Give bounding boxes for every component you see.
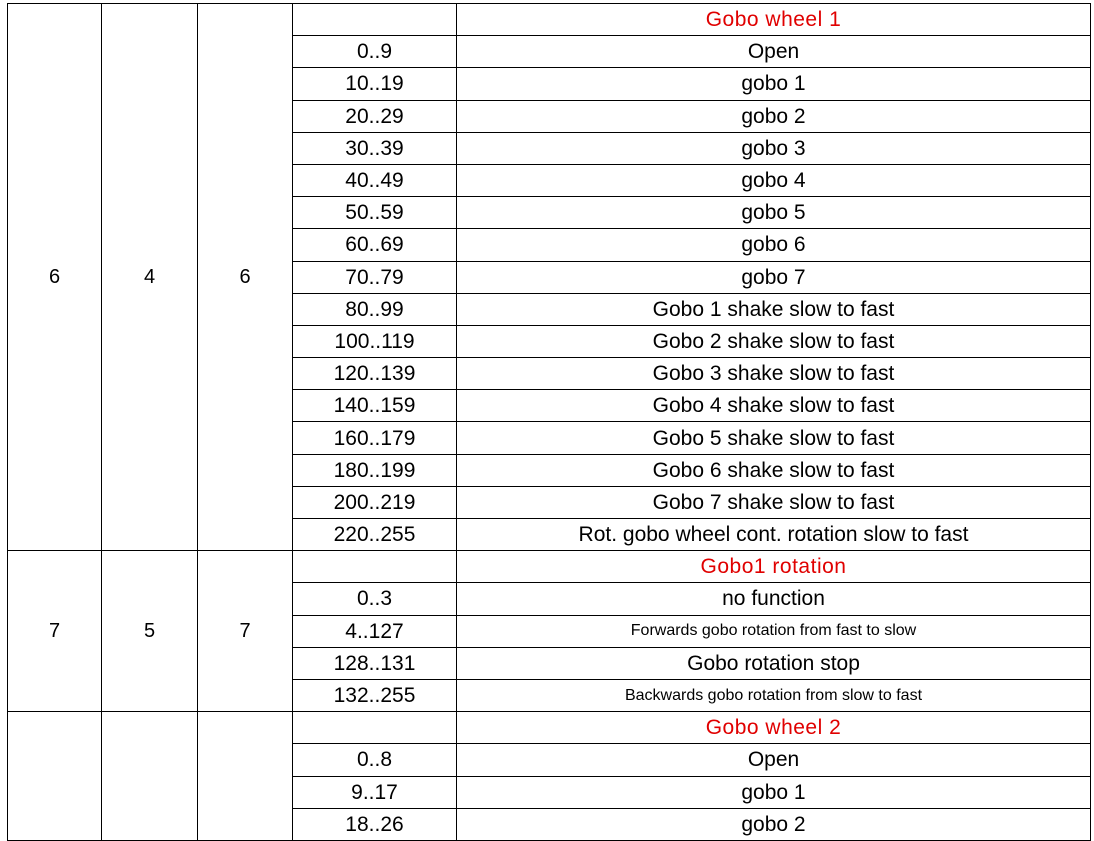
- table-body: [8, 4, 1091, 841]
- section-title: Gobo wheel 2: [457, 712, 1091, 744]
- function-cell: Open: [457, 744, 1091, 776]
- dmx-range-cell: 50..59: [293, 197, 457, 229]
- function-cell: Gobo 4 shake slow to fast: [457, 390, 1091, 422]
- dmx-range-cell: 0..8: [293, 744, 457, 776]
- function-cell: gobo 4: [457, 164, 1091, 196]
- dmx-range-cell: 140..159: [293, 390, 457, 422]
- dmx-range-cell: 180..199: [293, 454, 457, 486]
- dmx-range-cell: 60..69: [293, 229, 457, 261]
- section-header-row: [8, 4, 1091, 36]
- function-cell: Gobo 5 shake slow to fast: [457, 422, 1091, 454]
- channel-mode-b-cell: 5: [102, 551, 198, 712]
- function-cell: Rot. gobo wheel cont. rotation slow to fast: [457, 519, 1091, 551]
- channel-mode-a-cell: 7: [8, 551, 102, 712]
- function-cell: gobo 1: [457, 776, 1091, 808]
- function-cell: gobo 7: [457, 261, 1091, 293]
- dmx-range-cell: 120..139: [293, 358, 457, 390]
- dmx-range-cell: 40..49: [293, 164, 457, 196]
- dmx-range-cell: 9..17: [293, 776, 457, 808]
- dmx-range-cell: 18..26: [293, 808, 457, 840]
- dmx-range-cell: 200..219: [293, 486, 457, 518]
- function-cell: gobo 3: [457, 132, 1091, 164]
- channel-mode-b-cell: 4: [102, 4, 198, 551]
- dmx-range-cell: 20..29: [293, 100, 457, 132]
- function-cell: Gobo 1 shake slow to fast: [457, 293, 1091, 325]
- dmx-range-cell: 220..255: [293, 519, 457, 551]
- section-header-row: [8, 712, 1091, 744]
- function-cell: Forwards gobo rotation from fast to slow: [457, 615, 1091, 647]
- channel-mode-c-cell: [198, 712, 293, 841]
- function-cell: Backwards gobo rotation from slow to fast: [457, 679, 1091, 711]
- dmx-range-cell: 4..127: [293, 615, 457, 647]
- section-header-row: [8, 551, 1091, 583]
- channel-mode-c-cell: 7: [198, 551, 293, 712]
- dmx-range-cell: 10..19: [293, 68, 457, 100]
- function-cell: gobo 6: [457, 229, 1091, 261]
- section-title: Gobo wheel 1: [457, 4, 1091, 36]
- dmx-range-cell: 160..179: [293, 422, 457, 454]
- channel-mode-a-cell: 6: [8, 4, 102, 551]
- function-cell: gobo 1: [457, 68, 1091, 100]
- function-cell: Gobo 7 shake slow to fast: [457, 486, 1091, 518]
- function-cell: Open: [457, 36, 1091, 68]
- range-blank-cell: [293, 4, 457, 36]
- range-blank-cell: [293, 551, 457, 583]
- function-cell: Gobo rotation stop: [457, 647, 1091, 679]
- dmx-range-cell: 70..79: [293, 261, 457, 293]
- function-cell: Gobo 3 shake slow to fast: [457, 358, 1091, 390]
- channel-mode-a-cell: [8, 712, 102, 841]
- channel-mode-b-cell: [102, 712, 198, 841]
- dmx-range-cell: 132..255: [293, 679, 457, 711]
- dmx-channel-table: [7, 3, 1091, 841]
- function-cell: Gobo 2 shake slow to fast: [457, 325, 1091, 357]
- function-cell: no function: [457, 583, 1091, 615]
- range-blank-cell: [293, 712, 457, 744]
- section-title: Gobo1 rotation: [457, 551, 1091, 583]
- dmx-range-cell: 80..99: [293, 293, 457, 325]
- dmx-range-cell: 0..9: [293, 36, 457, 68]
- dmx-range-cell: 0..3: [293, 583, 457, 615]
- function-cell: gobo 5: [457, 197, 1091, 229]
- dmx-range-cell: 128..131: [293, 647, 457, 679]
- channel-mode-c-cell: 6: [198, 4, 293, 551]
- function-cell: gobo 2: [457, 808, 1091, 840]
- function-cell: gobo 2: [457, 100, 1091, 132]
- dmx-range-cell: 30..39: [293, 132, 457, 164]
- dmx-range-cell: 100..119: [293, 325, 457, 357]
- function-cell: Gobo 6 shake slow to fast: [457, 454, 1091, 486]
